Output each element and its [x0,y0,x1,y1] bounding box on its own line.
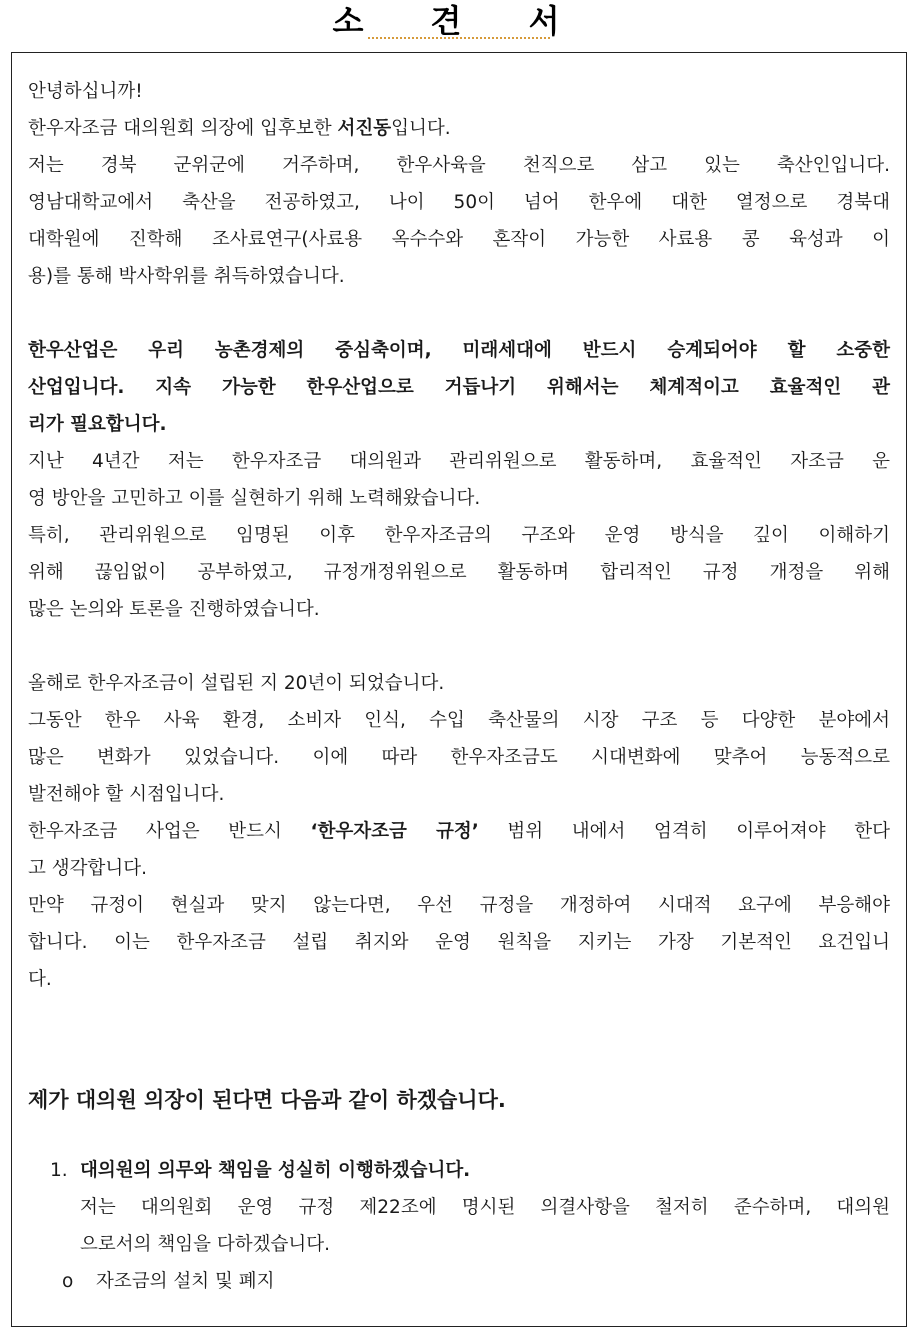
paragraph-gap [28,295,890,332]
vision-bold-line: 산업입니다. 지속 가능한 한우산업으로 거듭나기 위해서는 체계적이고 효율적인 관 [28,377,890,398]
vision-text-line: 위해 끊임없이 공부하였고, 규정개정위원으로 활동하며 합리적인 규정 개정을 위해 [28,562,890,583]
rule-text-line: 고 생각합니다. [28,858,147,879]
anniversary-text-line: 그동안 한우 사육 환경, 소비자 인식, 수입 축산물의 시장 구조 등 다양한 분야에서 [28,710,890,731]
pledge-item-body [28,1189,890,1263]
pledge-body-line: 저는 대의원회 운영 규정 제22조에 명시된 의결사항을 철저히 준수하며, 대의원 [80,1197,890,1218]
anniversary-text-line: 많은 변화가 있었습니다. 이에 따라 한우자조금도 시대변화에 맞추어 능동적으로 [28,747,890,768]
candidate-intro-text: 한우자조금 대의원회 의장에 입후보한 [28,118,338,139]
pledge-item-title [28,1152,890,1189]
vision-text-line: 많은 논의와 토론을 진행하였습니다. [28,599,320,620]
section-gap [28,998,890,1072]
rule-line-prefix: 한우자조금 사업은 반드시 [28,821,311,842]
rule-text-line: 만약 규정이 현실과 맞지 않는다면, 우선 규정을 개정하여 시대적 요구에 부응해야 [28,895,890,916]
title-underline [368,37,550,39]
candidate-name: 서진동 [337,118,392,139]
rule-quote: ‘한우자조금 규정’ [310,821,479,842]
rule-text-line: 합니다. 이는 한우자조금 설립 취지와 운영 원칙을 지키는 가장 기본적인 요건입니 [28,932,890,953]
pledge-heading: 제가 대의원 의장이 된다면 다음과 같이 하겠습니다. [28,1088,506,1112]
anniversary-text-line: 발전해야 할 시점입니다. [28,784,225,805]
vision-text-line: 영 방안을 고민하고 이를 실현하기 위해 노력해왔습니다. [28,488,481,509]
greeting-line: 안녕하십니까! [28,81,143,102]
pledge-body-line: 으로서의 책임을 다하겠습니다. [80,1234,330,1255]
document-title: 소 견 서 [332,2,588,40]
rule-line [28,813,890,850]
pledge-bullet-item [28,1263,890,1300]
candidate-intro-line [28,110,890,147]
paragraph-gap [28,628,890,665]
vision-text-line: 지난 4년간 저는 한우자조금 대의원과 관리위원으로 활동하며, 효율적인 자조금 운 [28,451,890,472]
vision-bold-line: 리가 필요합니다. [28,414,167,435]
intro-text-line: 영남대학교에서 축산을 전공하였고, 나이 50이 넘어 한우에 대한 열정으로 경북대 [28,192,890,213]
document-frame [11,52,907,1327]
pledge-item-title-text: 대의원의 의무와 책임을 성실히 이행하겠습니다. [80,1160,471,1181]
vision-text-line: 특히, 관리위원으로 임명된 이후 한우자조금의 구조와 운영 방식을 깊이 이해하기 [28,525,890,546]
document-body [28,73,890,1300]
bullet-mark: o [62,1271,74,1292]
intro-text-line: 용)를 통해 박사학위를 취득하였습니다. [28,266,345,287]
bullet-text: 자조금의 설치 및 폐지 [96,1271,275,1292]
candidate-intro-suffix: 입니다. [391,118,451,139]
anniversary-text-line: 올해로 한우자조금이 설립된 지 20년이 되었습니다. [28,673,445,694]
pledge-item-number: 1. [50,1160,68,1181]
vision-bold-line: 한우산업은 우리 농촌경제의 중심축이며, 미래세대에 반드시 승계되어야 할 소중한 [28,340,890,361]
rule-text-line: 다. [28,969,52,990]
intro-text-line: 대학원에 진학해 조사료연구(사료용 옥수수와 혼작이 가능한 사료용 콩 육성과 이 [28,229,890,250]
intro-text-line: 저는 경북 군위군에 거주하며, 한우사육을 천직으로 삼고 있는 축산인입니다. [28,155,890,176]
rule-line-suffix: 범위 내에서 엄격히 이루어져야 한다 [478,821,890,842]
